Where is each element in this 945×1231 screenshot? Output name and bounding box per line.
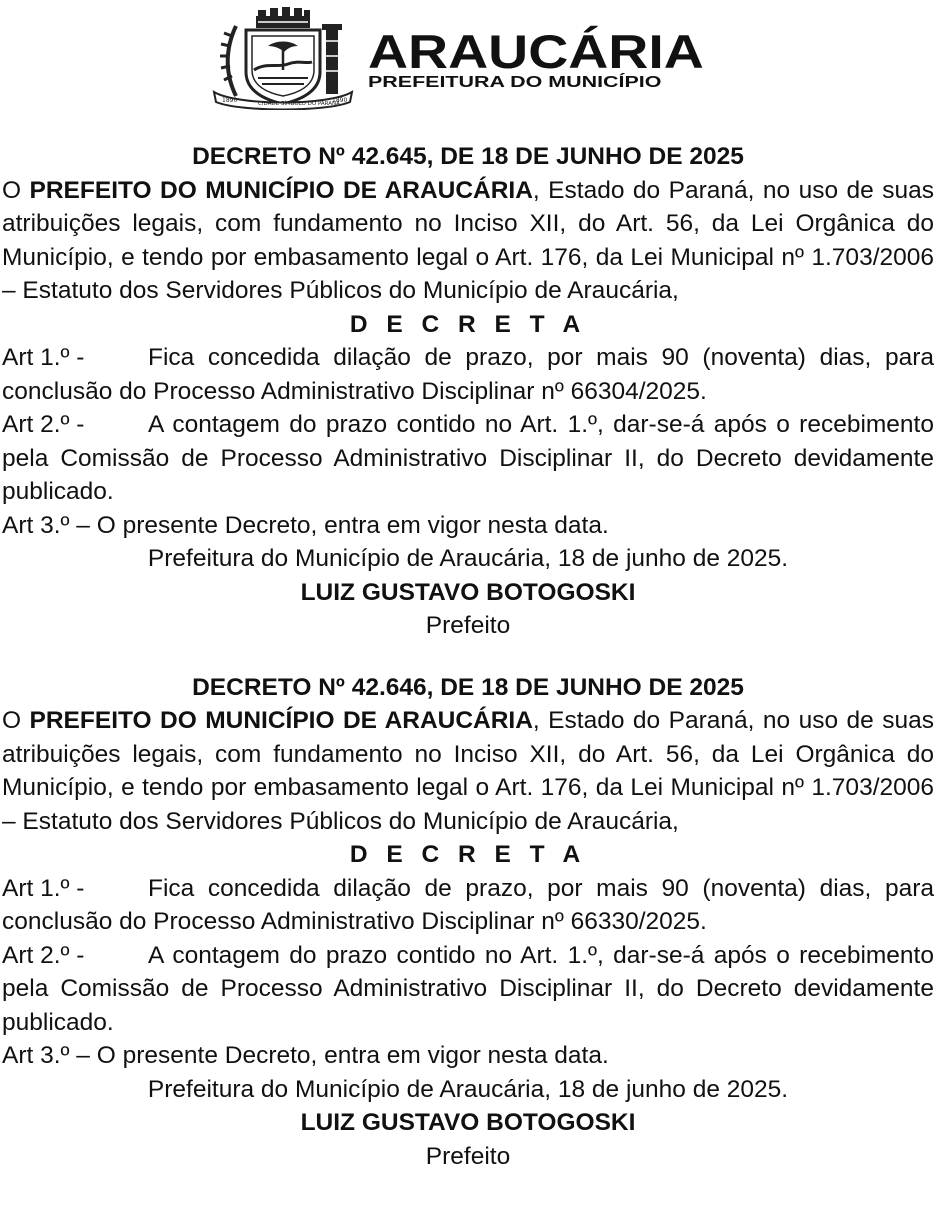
brand-block [368,25,704,91]
article-2-text: A contagem do prazo contido no Art. 1.º, dar-se-á após o recebimento pela Comissão de Processo Administrativo Disciplinar II, do Decreto devidamente publicado. [2,411,934,505]
svg-text:1890: 1890 [332,97,348,104]
municipal-coat-of-arms-icon [208,6,358,110]
decrees-content [2,140,934,1173]
brand-name: ARAUCÁRIA [368,25,704,78]
place-date: Prefeitura do Município de Araucária, 18 de junho de 2025. [147,545,789,572]
decreta-heading: D E C R E T A [349,841,587,868]
svg-text:CIDADE SÍMBOLO DO PARANÁ: CIDADE SÍMBOLO DO PARANÁ [258,101,340,107]
preamble-lead: O [2,176,30,204]
signer-role: Prefeito [425,1142,511,1170]
article-3: Art 3.º – O presente Decreto, entra em vigor nesta data. [2,511,609,539]
preamble-authority: PREFEITO DO MUNICÍPIO DE ARAUCÁRIA [29,707,533,734]
decree-title: DECRETO Nº 42.646, DE 18 DE JUNHO DE 2025 [192,673,744,701]
decree-preamble [2,174,934,308]
article-1-label: Art 1.º - [2,344,85,371]
article-3: Art 3.º – O presente Decreto, entra em vigor nesta data. [2,1042,609,1069]
article-1 [2,872,934,939]
document-header [0,0,945,118]
place-date: Prefeitura do Município de Araucária, 18 de junho de 2025. [147,1075,789,1103]
decree-title: DECRETO Nº 42.645, DE 18 DE JUNHO DE 2025 [192,143,744,170]
article-2-label: Art 2.º - [2,411,85,438]
article-1-text: Fica concedida dilação de prazo, por mais 90 (noventa) dias, para conclusão do Processo Administrativo Disciplinar nº 66304/2025. [2,344,934,405]
signer-name: LUIZ GUSTAVO BOTOGOSKI [300,1109,636,1136]
decree-separator [2,643,934,671]
article-2-label: Art 2.º - [2,941,85,969]
article-2 [2,939,934,1040]
preamble-text: , Estado do Paraná, no uso de suas atribuições legais, com fundamento no Inciso XII, do Art. 56, da Lei Orgânica do Município, e tendo por embasamento legal o Art. 176, da Lei Municipal nº 1.703/2006 – Estatuto dos Servidores Públicos do Município de Araucária, [2,176,934,304]
preamble-text: , Estado do Paraná, no uso de suas atribuições legais, com fundamento no Inciso XII, do Art. 56, da Lei Orgânica do Município, e tendo por embasamento legal o Art. 176, da Lei Municipal nº 1.703/2006 – Estatuto dos Servidores Públicos do Município de Araucária, [2,707,934,835]
preamble-authority: PREFEITO DO MUNICÍPIO DE ARAUCÁRIA [29,176,533,204]
decree-preamble [2,704,934,838]
article-1-label: Art 1.º - [2,874,85,902]
svg-text:1890: 1890 [222,97,238,104]
decree-42645 [2,140,934,643]
brand-subtitle: PREFEITURA DO MUNICÍPIO [368,74,662,91]
article-2 [2,408,934,509]
article-1 [2,341,934,408]
signer-role: Prefeito [425,612,511,639]
preamble-lead: O [2,707,30,734]
signer-name: LUIZ GUSTAVO BOTOGOSKI [300,578,636,606]
decree-42646 [2,671,934,1174]
article-2-text: A contagem do prazo contido no Art. 1.º, dar-se-á após o recebimento pela Comissão de Processo Administrativo Disciplinar II, do Decreto devidamente publicado. [2,941,934,1036]
article-1-text: Fica concedida dilação de prazo, por mais 90 (noventa) dias, para conclusão do Processo Administrativo Disciplinar nº 66330/2025. [2,874,934,935]
decreta-heading: D E C R E T A [349,310,587,338]
